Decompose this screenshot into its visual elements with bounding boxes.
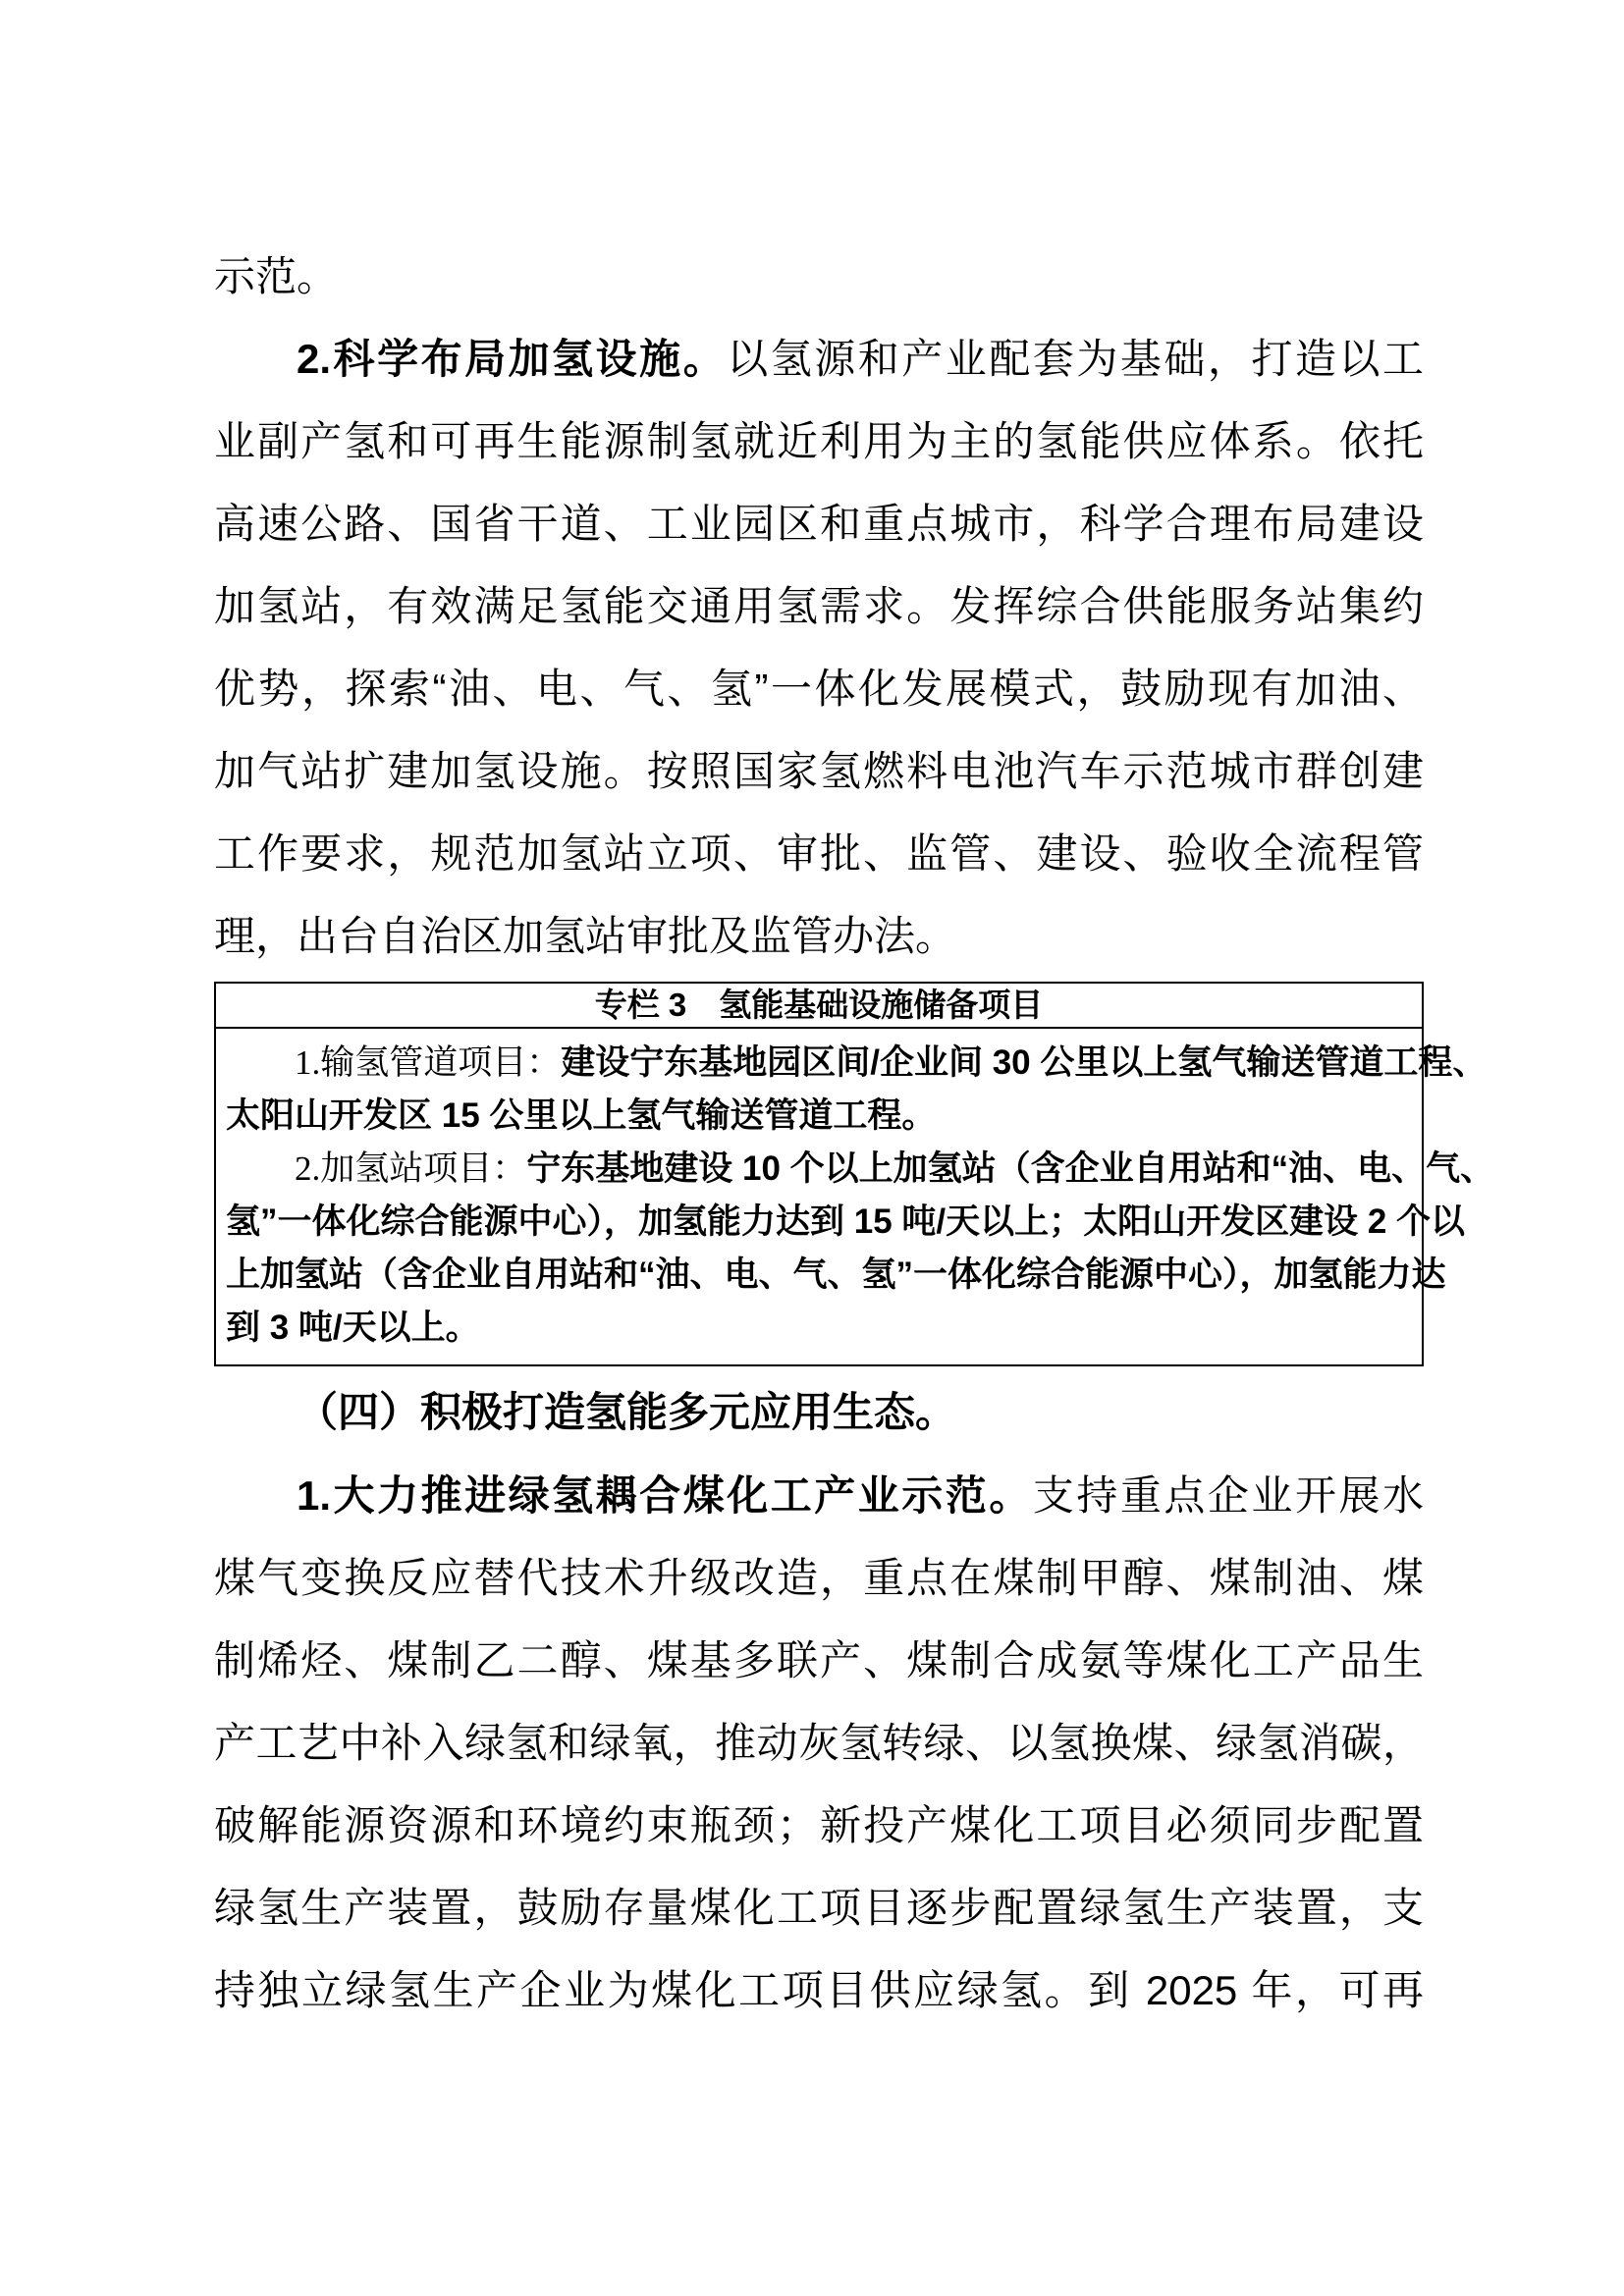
document-content [214,236,1495,2032]
box-item2-line [226,1196,1466,1249]
project-callout-box [214,982,1495,1366]
body-line: 绿氢生产装置，鼓励存量煤化工项目逐步配置绿氢生产装置，支 [214,1885,1424,1931]
section4-sub1-lead-text: 支持重点企业开展水 [1032,1472,1424,1519]
box-item1-text: 建设宁东基地园区间/企业间 30 公里以上氢气输送管道工程、 [561,1043,1488,1082]
box-item2-line [226,1143,1495,1196]
box-item1-label: 1.输氢管道项目： [295,1043,562,1082]
body-line: 加氢站，有效满足氢能交通用氢需求。发挥综合供能服务站集约 [214,583,1424,629]
body-line: 产工艺中补入绿氢和绿氧，推动灰氢转绿、以氢换煤、绿氢消碳， [214,1720,1424,1766]
section4-sub1-heading-line [214,1455,1424,1537]
body-line: 持独立绿氢生产企业为煤化工项目供应绿氢。到 2025 年，可再 [214,1967,1424,2013]
box-item1-line [226,1037,1488,1090]
box-item2-text: 氢”一体化综合能源中心），加氢能力达到 15 吨/天以上；太阳山开发区建设 2 个以 [226,1202,1466,1241]
box-title: 专栏 3 氢能基础设施储备项目 [216,984,1422,1029]
section2-lead-text: 以氢源和产业配套为基础，打造以工 [727,336,1424,382]
body-line: 业副产氢和可再生能源制氢就近利用为主的氢能供应体系。依托 [214,418,1424,464]
section2-heading-line [214,318,1424,400]
box-item1-line [226,1090,1412,1143]
body-line: 煤气变换反应替代技术升级改造，重点在煤制甲醇、煤制油、煤 [214,1555,1424,1601]
body-line: 加气站扩建加氢设施。按照国家氢燃料电池汽车示范城市群创建 [214,748,1424,794]
box-item1-text: 太阳山开发区 15 公里以上氢气输送管道工程。 [226,1096,937,1135]
section2-heading: 2.科学布局加氢设施。 [297,336,728,382]
section4-heading: （四）积极打造氢能多元应用生态。 [297,1391,957,1436]
box-item2-line [226,1249,1446,1302]
body-line: 制烯烃、煤制乙二醇、煤基多联产、煤制合成氨等煤化工产品生 [214,1637,1424,1683]
box-item2-text: 上加氢站（含企业自用站和“油、电、气、氢”一体化综合能源中心），加氢能力达 [226,1255,1446,1294]
box-item2-label: 2.加氢站项目： [295,1149,527,1188]
body-line: 破解能源资源和环境约束瓶颈；新投产煤化工项目必须同步配置 [214,1802,1424,1848]
section4-sub1-heading: 1.大力推进绿氢耦合煤化工产业示范。 [297,1472,1033,1519]
box-item2-line [226,1302,1412,1355]
body-line: 理，出台自治区加氢站审批及监管办法。 [214,913,957,959]
box-item2-text: 到 3 吨/天以上。 [226,1308,480,1347]
body-line: 工作要求，规范加氢站立项、审批、监管、建设、验收全流程管 [214,830,1424,877]
box-body [216,1029,1495,1364]
body-line: 优势，探索“油、电、气、氢”一体化发展模式，鼓励现有加油、 [214,666,1424,712]
body-line: 高速公路、国省干道、工业园区和重点城市，科学合理布局建设 [214,501,1424,547]
paragraph-tail-line: 示范。 [214,253,339,299]
box-item2-text: 宁东基地建设 10 个以上加氢站（含企业自用站和“油、电、气、 [526,1149,1495,1188]
